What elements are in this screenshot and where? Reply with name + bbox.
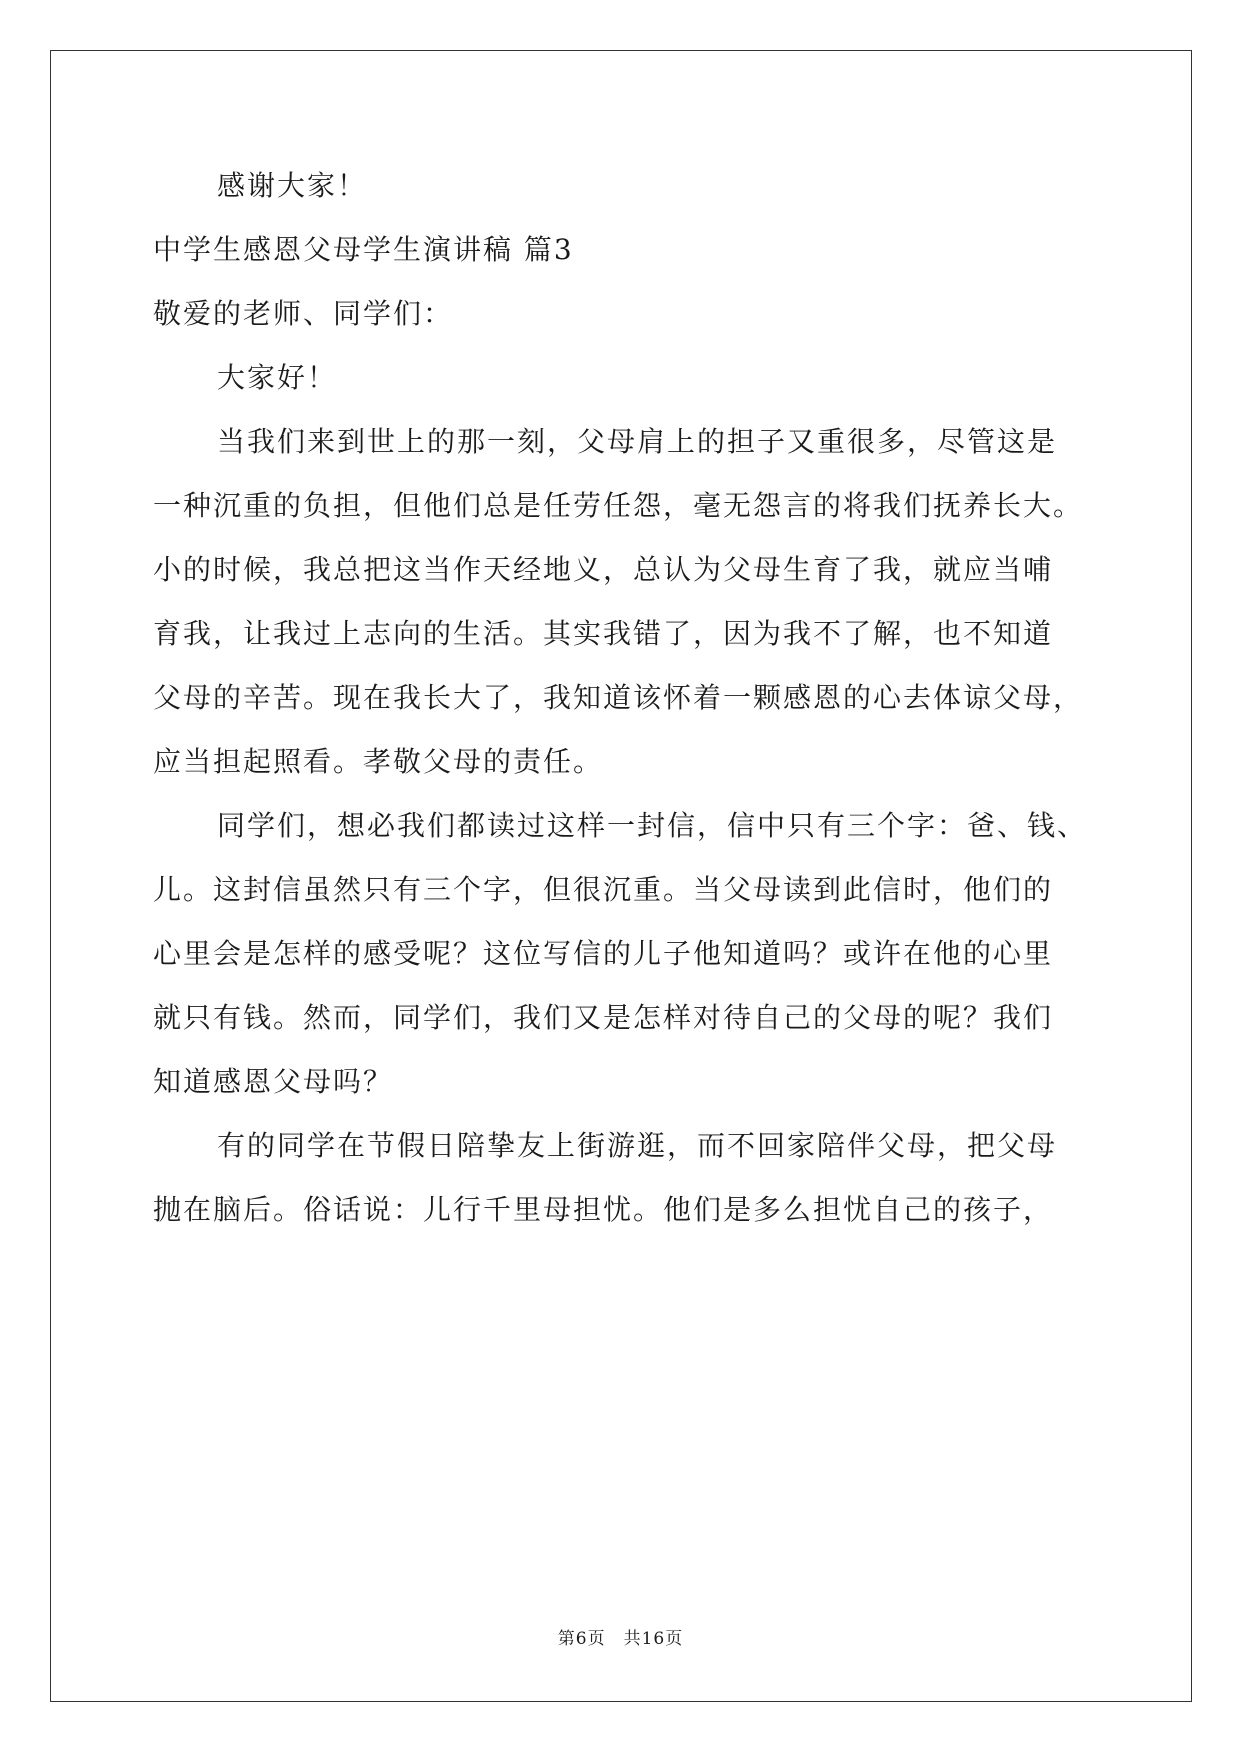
paragraph-line: 小的时候，我总把这当作天经地义，总认为父母生育了我，就应当哺 [153, 553, 1054, 586]
paragraph-line: 当我们来到世上的那一刻，父母肩上的担子又重很多，尽管这是 [217, 425, 1058, 458]
paragraph-line: 育我，让我过上志向的生活。其实我错了，因为我不了解，也不知道 [153, 617, 1054, 650]
paragraph-line: 一种沉重的负担，但他们总是任劳任怨，毫无怨言的将我们抚养长大。 [153, 489, 1084, 522]
paragraph-line: 父母的辛苦。现在我长大了，我知道该怀着一颗感恩的心去体谅父母， [153, 681, 1084, 714]
salutation: 敬爱的老师、同学们： [153, 297, 454, 330]
page-number: 第6页 共16页 [557, 1629, 684, 1649]
paragraph-line: 有的同学在节假日陪挚友上街游逛，而不回家陪伴父母，把父母 [217, 1129, 1058, 1162]
paragraph-line: 同学们，想必我们都读过这样一封信，信中只有三个字：爸、钱、 [217, 809, 1088, 842]
paragraph-line: 应当担起照看。孝敬父母的责任。 [153, 745, 604, 778]
closing-line: 感谢大家！ [217, 169, 368, 202]
paragraph-line: 知道感恩父母吗？ [153, 1065, 394, 1098]
greeting: 大家好！ [217, 361, 338, 394]
paragraph-line: 就只有钱。然而，同学们，我们又是怎样对待自己的父母的呢？我们 [153, 1001, 1054, 1034]
paragraph-line: 心里会是怎样的感受呢？这位写信的儿子他知道吗？或许在他的心里 [153, 937, 1054, 970]
section-heading: 中学生感恩父母学生演讲稿 篇3 [153, 233, 574, 266]
paragraph-line: 儿。这封信虽然只有三个字，但很沉重。当父母读到此信时，他们的 [153, 873, 1054, 906]
paragraph-line: 抛在脑后。俗话说：儿行千里母担忧。他们是多么担忧自己的孩子， [153, 1193, 1054, 1226]
